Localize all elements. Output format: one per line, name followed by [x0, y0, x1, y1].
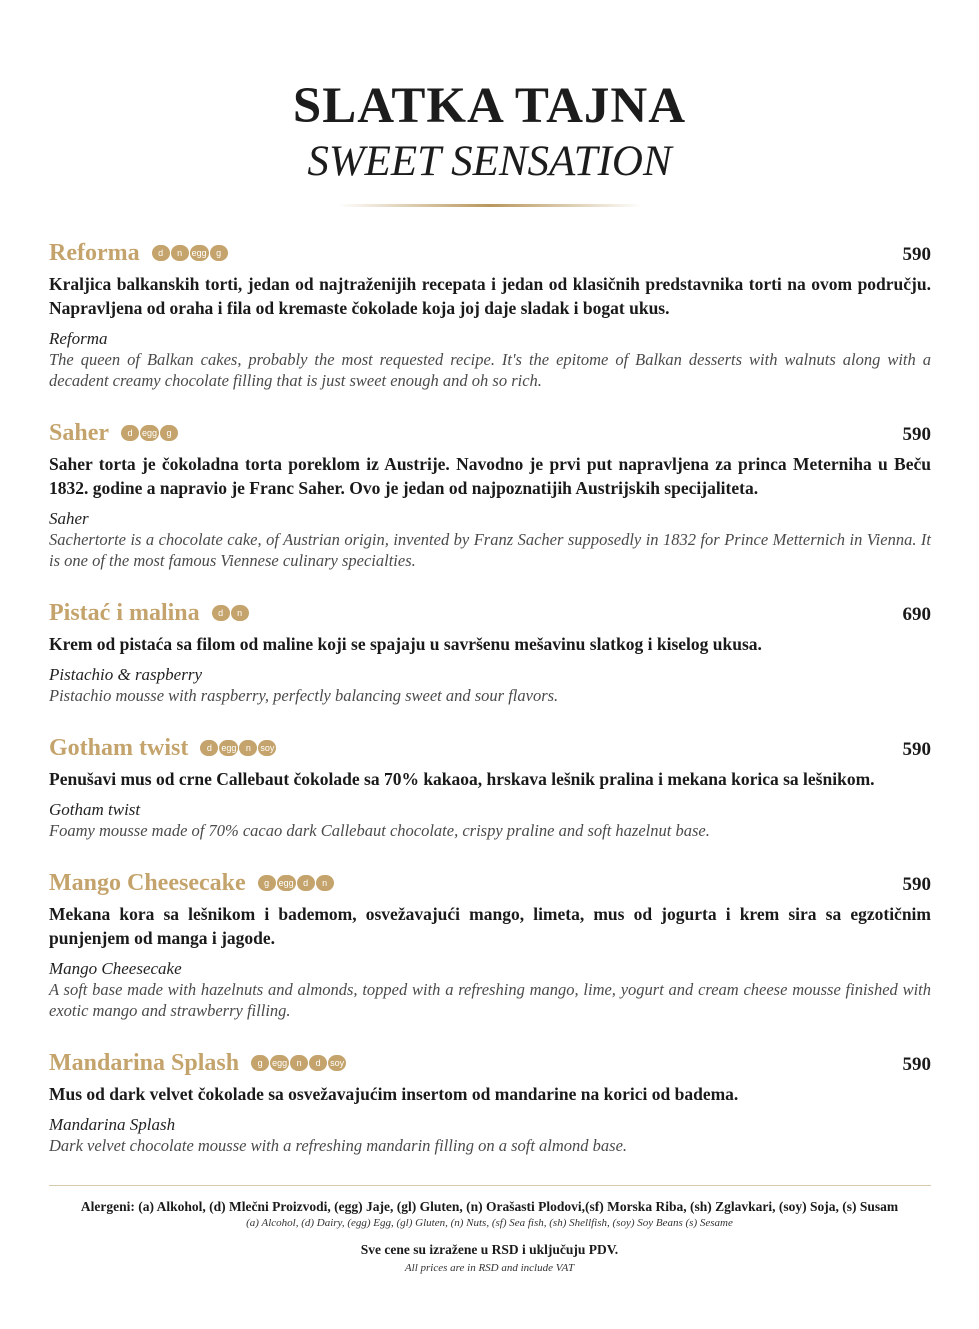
item-name-en: Pistachio & raspberry — [49, 665, 202, 684]
allergen-badge: egg — [270, 1055, 289, 1071]
allergen-badge: g — [210, 245, 228, 261]
page-subtitle: SWEET SENSATION — [307, 138, 672, 185]
item-description-en: Pistachio mousse with raspberry, perfectly balancing sweet and sour flavors. — [49, 686, 559, 705]
allergen-badge: egg — [277, 875, 296, 891]
menu-item — [49, 1050, 931, 1156]
item-price: 590 — [902, 739, 931, 760]
footer — [0, 1198, 979, 1276]
item-name-en: Gotham twist — [49, 800, 141, 819]
menu-item-header — [49, 240, 931, 272]
menu-item-header — [49, 735, 931, 767]
menu-item — [49, 240, 931, 391]
allergen-badge: d — [121, 425, 139, 441]
menu-item — [49, 735, 931, 841]
item-description-en: Foamy mousse made of 70% cacao dark Callebaut chocolate, crispy praline and soft hazelnut base. — [49, 821, 710, 840]
allergen-badge: g — [251, 1055, 269, 1071]
menu-item-header — [49, 600, 931, 632]
menu-item — [49, 870, 931, 1021]
menu-header — [0, 78, 979, 188]
allergen-badge: d — [212, 605, 230, 621]
allergen-badge: n — [290, 1055, 308, 1071]
item-price: 690 — [902, 604, 931, 625]
item-description-en: The queen of Balkan cakes, probably the most requested recipe. It's the epitome of Balkan desserts with walnuts along with a decadent creamy chocolate filling that is just sweet enough and oh so rich. — [49, 350, 931, 390]
item-name-en: Mandarina Splash — [49, 1115, 176, 1134]
item-name-en: Mango Cheesecake — [49, 959, 182, 978]
item-description-sr: Kraljica balkanskih torti, jedan od najtraženijih recepata i jedan od klasičnih predstavnika torti na ovom području. Napravljena od oraha i fila od kremaste čokolade koja joj daje sladak i bogat ukus. — [49, 274, 931, 318]
allergen-badge: d — [152, 245, 170, 261]
menu-item — [49, 420, 931, 571]
item-description-en: A soft base made with hazelnuts and almonds, topped with a refreshing mango, lime, yogurt and cream cheese mousse finished with exotic mango and strawberry filling. — [49, 980, 931, 1020]
item-description-sr: Mus od dark velvet čokolade sa osvežavajućim insertom od mandarine na korici od badema. — [49, 1084, 739, 1104]
allergen-badge: n — [171, 245, 189, 261]
allergen-badges — [212, 604, 250, 622]
allergen-badge: n — [231, 605, 249, 621]
allergen-badges — [200, 739, 277, 757]
allergen-badge: d — [200, 740, 218, 756]
allergen-badge: egg — [190, 245, 209, 261]
item-price: 590 — [902, 874, 931, 895]
menu-item — [49, 600, 931, 706]
item-description-sr: Penušavi mus od crne Callebaut čokolade sa 70% kakaoa, hrskava lešnik pralina i mekana korica sa lešnikom. — [49, 769, 875, 789]
allergen-badges — [121, 424, 179, 442]
menu-item-header — [49, 1050, 931, 1082]
item-name: Mandarina Splash — [49, 1050, 240, 1076]
dessert-menu — [49, 240, 931, 1185]
allergen-badge: soy — [328, 1055, 346, 1071]
allergen-badge: soy — [258, 740, 276, 756]
footer-rule — [49, 1185, 931, 1186]
item-name: Mango Cheesecake — [49, 870, 246, 896]
allergen-badge: d — [297, 875, 315, 891]
allergen-badge: n — [316, 875, 334, 891]
menu-item-header — [49, 870, 931, 902]
allergens-legend-en: (a) Alcohol, (d) Dairy, (egg) Egg, (gl) Gluten, (n) Nuts, (sf) Sea fish, (sh) Shellfish, (soy) Soy Beans (s) Sesame — [246, 1217, 733, 1229]
allergen-badge: egg — [140, 425, 159, 441]
item-description-en: Dark velvet chocolate mousse with a refreshing mandarin filling on a soft almond base. — [49, 1136, 628, 1155]
menu-item-header — [49, 420, 931, 452]
allergen-badge: g — [160, 425, 178, 441]
allergen-badges — [258, 874, 335, 892]
item-price: 590 — [902, 1054, 931, 1075]
item-description-sr: Saher torta je čokoladna torta poreklom iz Austrije. Navodno je prvi put napravljena za princa Meterniha u Beču 1832. godine a napravio je Franc Saher. Ovo je jedan od najpoznatijih Austrijskih specijaliteta. — [49, 454, 931, 498]
allergen-badges — [152, 244, 229, 262]
allergen-badges — [251, 1054, 347, 1072]
item-description-sr: Mekana kora sa lešnikom i bademom, osvežavajući mango, limeta, mus od jogurta i krem sira sa egzotičnim punjenjem od manga i jagode. — [49, 904, 931, 948]
allergen-badge: egg — [219, 740, 238, 756]
allergen-badge: g — [258, 875, 276, 891]
price-note-en: All prices are in RSD and include VAT — [404, 1262, 575, 1274]
item-price: 590 — [902, 244, 931, 265]
page-title: SLATKA TAJNA — [292, 78, 687, 134]
allergen-badge: d — [309, 1055, 327, 1071]
item-name-en: Reforma — [49, 329, 108, 348]
item-description-sr: Krem od pistaća sa filom od maline koji se spajaju u savršenu mešavinu slatkog i kiselog ukusa. — [49, 634, 762, 654]
item-name: Pistać i malina — [49, 600, 200, 626]
price-note-sr: Sve cene su izražene u RSD i uključuju PDV. — [360, 1242, 619, 1257]
item-name: Saher — [49, 420, 109, 446]
allergens-legend-sr: Alergeni: (a) Alkohol, (d) Mlečni Proizvodi, (egg) Jaje, (gl) Gluten, (n) Orašasti Plodovi,(sf) Morska Riba, (sh) Zglavkari, (soy) Soja, (s) Susam — [80, 1199, 899, 1214]
item-name: Gotham twist — [49, 735, 189, 761]
allergen-badge: n — [239, 740, 257, 756]
title-divider — [338, 204, 642, 207]
item-description-en: Sachertorte is a chocolate cake, of Austrian origin, invented by Franz Sacher supposedly in 1832 for Prince Metternich in Vienna. It is one of the most famous Viennese culinary specialties. — [49, 530, 931, 570]
item-name: Reforma — [49, 240, 140, 266]
item-price: 590 — [902, 424, 931, 445]
item-name-en: Saher — [49, 509, 89, 528]
